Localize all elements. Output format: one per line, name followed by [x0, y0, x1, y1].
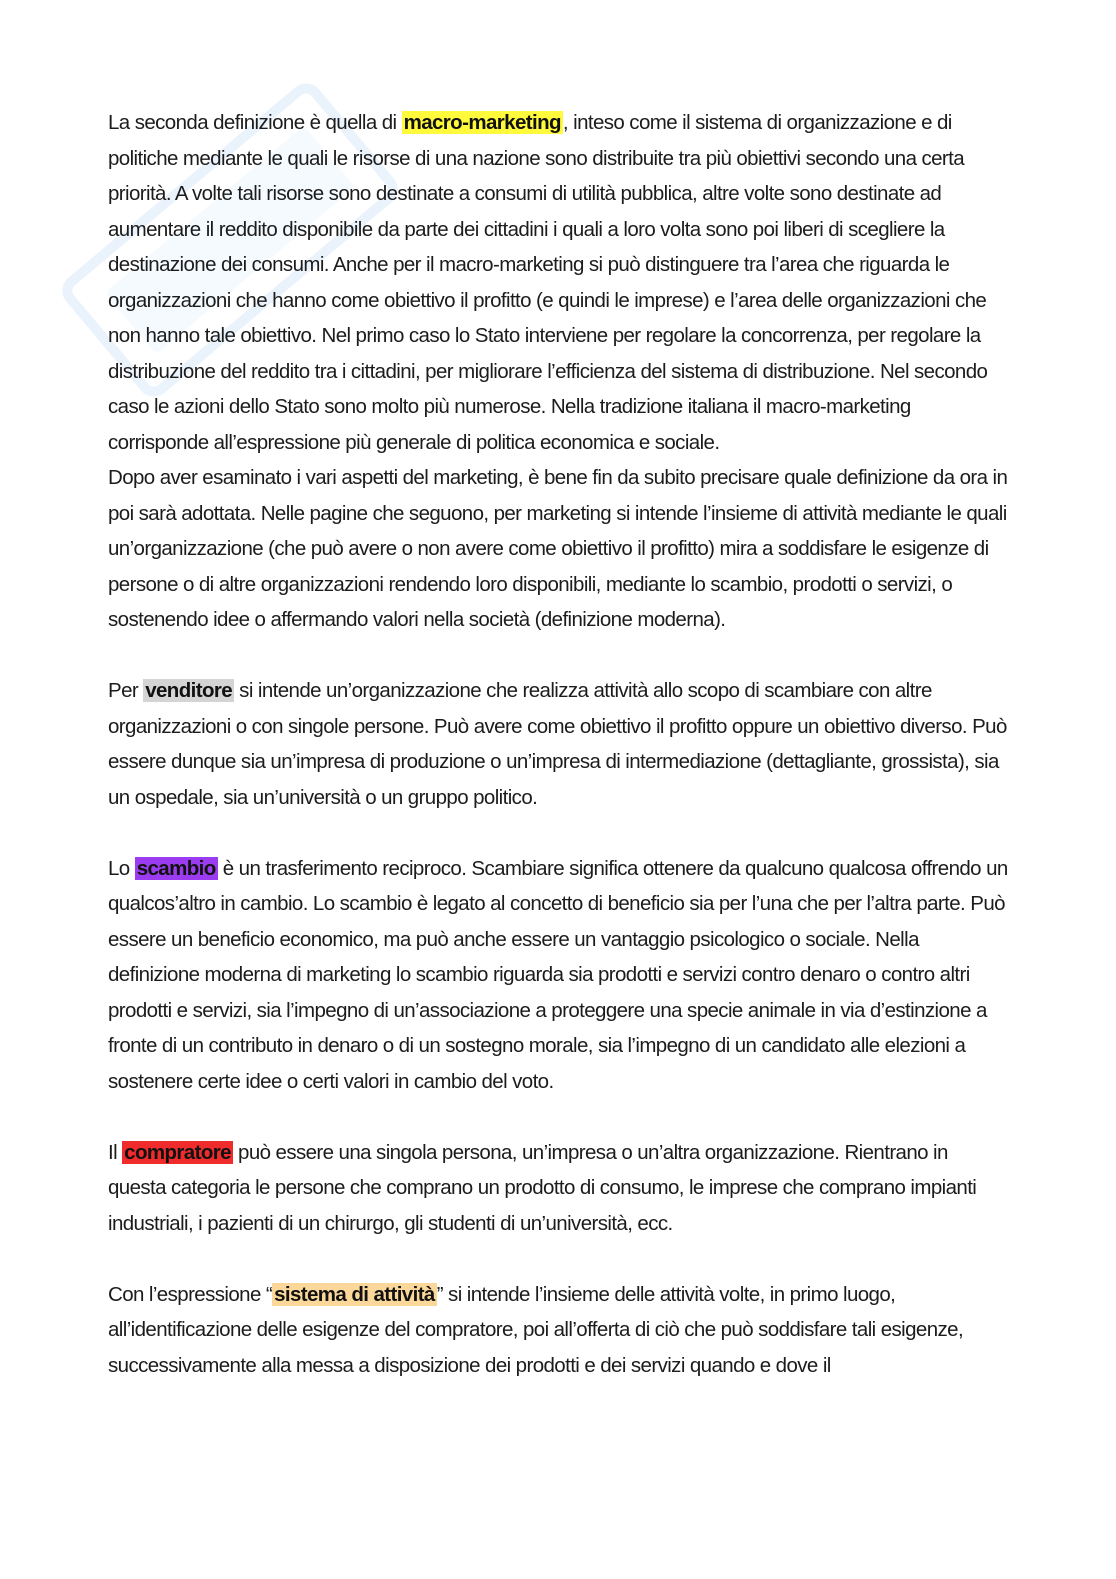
- document-body: [108, 105, 1008, 1383]
- paragraph-compratore: Il compratore può essere una singola persona, un’impresa o un’altra organizzazione. Rientrano in questa categoria le persone che comprano un prodotto di consumo, le imprese che comprano impianti industriali, i pazienti di un chirurgo, gli studenti di un’università, ecc.: [108, 1140, 977, 1235]
- paragraph-scambio: Lo scambio è un trasferimento reciproco. Scambiare significa ottenere da qualcuno qualcosa offrendo un qualcos’altro in cambio. Lo scambio è legato al concetto di beneficio sia per l’una che per l’altra parte. Può essere un beneficio economico, ma può anche essere un vantaggio psicologico o sociale. Nella definizione moderna di marketing lo scambio riguarda sia prodotti e servizi contro denaro o contro altri prodotti e servizi, sia l’impegno di un’associazione a proteggere una specie animale in via d’estinzione a fronte di un contributo in denaro o di un sostegno morale, sia l’impegno di un candidato alle elezioni a sostenere certe idee o certi valori in cambio del voto.: [108, 856, 1008, 1093]
- highlight-sistema-di-attivita: sistema di attività: [274, 1282, 435, 1306]
- paragraph-venditore: Per venditore si intende un’organizzazione che realizza attività allo scopo di scambiare con altre organizzazioni o con singole persone. Può avere come obiettivo il profitto oppure un obiettivo diverso. Può essere dunque sia un’impresa di produzione o un’impresa di intermediazione (dettagliante, grossista), sia un ospedale, sia un’università o un gruppo politico.: [108, 679, 1007, 809]
- paragraph-sistema-di-attivita: Con l’espressione “sistema di attività” si intende l’insieme delle attività volte, in primo luogo, all’identificazione delle esigenze del compratore, poi all’offerta di ciò che può soddisfare tali esigenze, successivamente alla messa a disposizione dei prodotti e dei servizi quando e dove il: [108, 1282, 964, 1377]
- highlight-macro-marketing: macro-marketing: [403, 111, 561, 134]
- paragraph-macro-marketing: La seconda definizione è quella di macro-marketing, inteso come il sistema di organizzazione e di politiche mediante le quali le risorse di una nazione sono distribuite tra più obiettivi secondo una certa priorità. A volte tali risorse sono destinate a consumi di utilità pubblica, altre volte sono destinate ad aumentare il reddito disponibile da parte dei cittadini i quali a loro volta sono poi liberi di scegliere la destinazione dei consumi. Anche per il macro-marketing si può distinguere tra l’area che riguarda le organizzazioni che hanno come obiettivo il profitto (e quindi le imprese) e l’area delle organizzazioni che non hanno tale obiettivo. Nel primo caso lo Stato interviene per regolare la concorrenza, per regolare la distribuzione del reddito tra i cittadini, per migliorare l’efficienza del sistema di distribuzione. Nel secondo caso le azioni dello Stato sono molto più numerose. Nella tradizione italiana il macro-marketing corrisponde all’espressione più generale di politica economica e sociale.: [108, 111, 988, 454]
- highlight-scambio: scambio: [136, 856, 216, 880]
- highlight-compratore: compratore: [124, 1140, 231, 1164]
- paragraph-definition: Dopo aver esaminato i vari aspetti del marketing, è bene fin da subito precisare quale definizione da ora in poi sarà adottata. Nelle pagine che seguono, per marketing si intende l’insieme di attività mediante le quali un’organizzazione (che può avere o non avere come obiettivo il profitto) mira a soddisfare le esigenze di persone o di altre organizzazioni rendendo loro disponibili, mediante lo scambio, prodotti o servizi, o sostenendo idee o affermando valori nella società (definizione moderna).: [108, 466, 1008, 631]
- highlight-venditore: venditore: [145, 679, 233, 702]
